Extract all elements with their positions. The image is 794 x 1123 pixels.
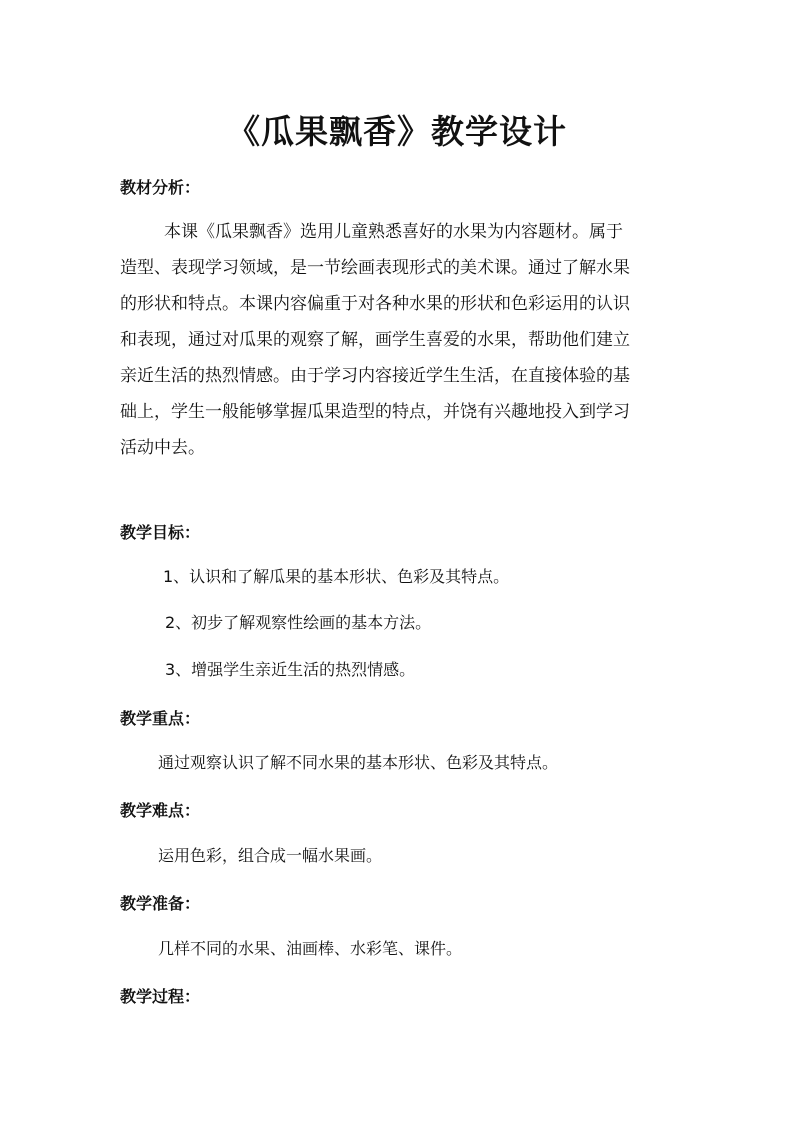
preparation-text: 几样不同的水果、油画棒、水彩笔、课件。 xyxy=(158,939,463,958)
section-heading-preparation: 教学准备： xyxy=(120,894,201,913)
section-heading-analysis: 教材分析： xyxy=(120,178,201,197)
page-title: 《瓜果飘香》教学设计 xyxy=(227,112,567,151)
paragraph-line: 造型、表现学习领域，是一节绘画表现形式的美术课。通过了解水果 xyxy=(120,258,630,278)
objective-item: 3、增强学生亲近生活的热烈情感。 xyxy=(165,660,416,679)
section-heading-objectives: 教学目标： xyxy=(120,523,201,542)
paragraph-line: 础上，学生一般能够掌握瓜果造型的特点，并饶有兴趣地投入到学习 xyxy=(120,402,630,422)
objective-item: 2、初步了解观察性绘画的基本方法。 xyxy=(165,613,432,632)
difficulties-text: 运用色彩，组合成一幅水果画。 xyxy=(158,846,383,865)
paragraph-line: 亲近生活的热烈情感。由于学习内容接近学生生活，在直接体验的基 xyxy=(120,366,630,386)
key-points-text: 通过观察认识了解不同水果的基本形状、色彩及其特点。 xyxy=(158,753,559,772)
paragraph-line: 本课《瓜果飘香》选用儿童熟悉喜好的水果为内容题材。属于 xyxy=(164,222,623,242)
section-heading-key-points: 教学重点： xyxy=(120,709,201,728)
paragraph-line: 的形状和特点。本课内容偏重于对各种水果的形状和色彩运用的认识 xyxy=(120,294,630,314)
paragraph-line: 活动中去。 xyxy=(120,438,205,458)
section-heading-process: 教学过程： xyxy=(120,987,201,1006)
section-heading-difficulties: 教学难点： xyxy=(120,801,201,820)
analysis-paragraph xyxy=(120,214,680,466)
paragraph-line: 和表现，通过对瓜果的观察了解，画学生喜爱的水果，帮助他们建立 xyxy=(120,330,630,350)
objective-item: 1、认识和了解瓜果的基本形状、色彩及其特点。 xyxy=(163,567,510,586)
